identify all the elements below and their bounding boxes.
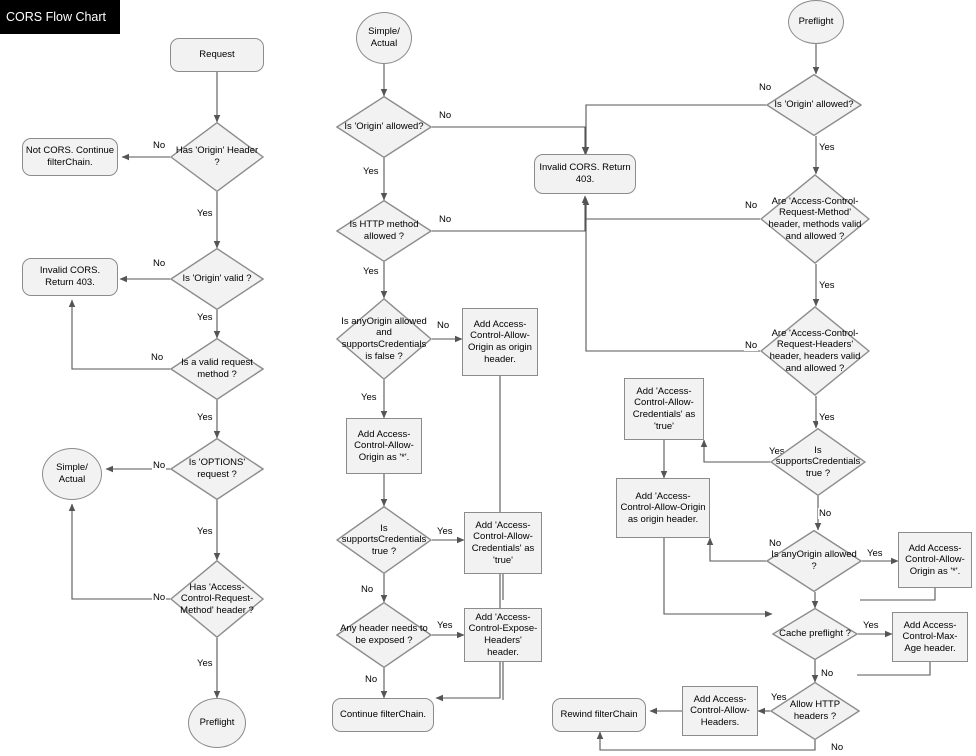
node-label: Simple/ Actual <box>56 462 88 485</box>
node-label: Is 'Origin' allowed? <box>344 121 424 133</box>
node-continue-filterchain[interactable] <box>332 698 434 732</box>
node-label: Is anyOrigin allowed and supportsCredentials is false ? <box>341 315 427 362</box>
node-label: Rewind filterChain <box>560 709 638 721</box>
node-label: Invalid CORS. Return 403. <box>539 162 631 185</box>
edge-label-no-31: No <box>821 668 834 679</box>
edge-label-yes-18: Yes <box>437 620 453 631</box>
edge-label-no-20: No <box>759 82 772 93</box>
edge-label-no-2: No <box>153 258 166 269</box>
edge-label-no-27: No <box>819 508 832 519</box>
edge-label-yes-21: Yes <box>819 142 835 153</box>
edge-label-no-33: No <box>831 742 844 753</box>
edge-label-no-19: No <box>365 674 378 685</box>
node-add-access-control-allow-headers[interactable] <box>682 686 758 736</box>
edge-label-yes-11: Yes <box>363 166 379 177</box>
node-label: Is anyOrigin allowed ? <box>771 549 857 572</box>
node-label: Is supportsCredentials true ? <box>775 444 861 479</box>
node-label: Add 'Access-Control-Expose-Headers' header. <box>468 611 538 658</box>
edge-label-no-12: No <box>439 214 452 225</box>
node-label: Is HTTP method allowed ? <box>349 219 419 242</box>
node-preflight[interactable] <box>188 698 246 748</box>
node-label: Add Access-Control-Allow-Origin as '*'. <box>905 542 965 577</box>
edge-label-yes-9: Yes <box>197 658 213 669</box>
edge-label-yes-16: Yes <box>437 526 453 537</box>
node-label: Allow HTTP headers ? <box>789 699 841 722</box>
edge-label-no-22: No <box>745 200 758 211</box>
node-label: Invalid CORS. Return 403. <box>39 265 101 288</box>
node-is-supportscredentials-true[interactable] <box>770 428 866 496</box>
node-add-access-control-allow-credentials-as-true[interactable] <box>464 512 542 574</box>
node-is-options-request[interactable] <box>170 438 264 500</box>
node-add-access-control-max-age-header[interactable] <box>892 612 968 662</box>
node-label: Preflight <box>798 16 834 28</box>
edge-label-yes-5: Yes <box>197 412 213 423</box>
edge-label-yes-15: Yes <box>361 392 377 403</box>
node-has-access-control-request-method-header[interactable] <box>170 560 264 638</box>
node-label: Preflight <box>199 717 235 729</box>
node-simple-actual[interactable] <box>42 448 102 500</box>
edge-label-yes-13: Yes <box>363 266 379 277</box>
node-label: Add 'Access-Control-Allow-Credentials' as 'true' <box>632 385 696 432</box>
node-label: Add Access-Control-Allow-Origin as '*'. <box>354 428 414 463</box>
node-label: Not CORS. Continue filterChain. <box>25 145 115 168</box>
node-simple-actual[interactable] <box>356 12 412 64</box>
node-label: Is supportsCredentials true ? <box>341 522 427 557</box>
edge-label-no-4: No <box>151 352 164 363</box>
node-add-access-control-expose-headers-header[interactable] <box>464 608 542 662</box>
edge-label-yes-26: Yes <box>769 446 785 457</box>
edge-label-yes-7: Yes <box>197 526 213 537</box>
chart-title <box>0 0 120 34</box>
node-label: Simple/ Actual <box>368 26 400 49</box>
node-label: Add Access-Control-Max-Age header. <box>902 619 958 654</box>
node-any-header-needs-to-be-exposed[interactable] <box>336 602 432 668</box>
edge-label-no-8: No <box>153 592 166 603</box>
node-allow-http-headers[interactable] <box>770 682 860 740</box>
node-label: Cache preflight ? <box>779 628 851 640</box>
edge-label-no-14: No <box>437 320 450 331</box>
edge-label-yes-23: Yes <box>819 280 835 291</box>
node-is-a-valid-request-method[interactable] <box>170 338 264 400</box>
node-label: Any header needs to be exposed ? <box>340 623 428 646</box>
chart-title-text: CORS Flow Chart <box>6 10 107 24</box>
node-preflight[interactable] <box>788 0 844 44</box>
node-label: Add 'Access-Control-Allow-Credentials' as 'true' <box>471 519 535 566</box>
node-is-supportscredentials-true[interactable] <box>336 506 432 574</box>
edge-label-no-6: No <box>153 460 166 471</box>
node-invalid-cors-return-403[interactable] <box>534 154 636 194</box>
edge-label-no-17: No <box>361 584 374 595</box>
edge-label-no-24: No <box>745 340 758 351</box>
node-add-access-control-allow-origin-as[interactable] <box>898 532 972 588</box>
node-label: Request <box>199 49 235 61</box>
node-not-cors-continue-filterchain[interactable] <box>22 138 118 176</box>
edge-label-no-10: No <box>439 110 452 121</box>
node-label: Is 'Origin' allowed? <box>774 99 854 111</box>
node-rewind-filterchain[interactable] <box>552 698 646 732</box>
node-are-access-control-request-method-header-methods[interactable] <box>760 174 870 264</box>
edge-label-no-28: No <box>769 538 782 549</box>
node-add-access-control-allow-credentials-as-true[interactable] <box>624 378 704 440</box>
node-label: Add Access-Control-Allow-Headers. <box>690 693 750 728</box>
node-label: Is 'Origin' valid ? <box>182 273 252 285</box>
edge-label-yes-3: Yes <box>197 312 213 323</box>
edge-label-yes-1: Yes <box>197 208 213 219</box>
node-is-http-method-allowed[interactable] <box>336 200 432 262</box>
node-label: Is a valid request method ? <box>181 357 253 380</box>
edge-label-yes-29: Yes <box>867 548 883 559</box>
node-request[interactable] <box>170 38 264 72</box>
node-is-anyorigin-allowed[interactable] <box>766 530 862 592</box>
edge-label-no-0: No <box>153 140 166 151</box>
edge-label-yes-30: Yes <box>863 620 879 631</box>
node-label: Has 'Origin' Header ? <box>175 145 259 168</box>
node-is-origin-allowed[interactable] <box>336 96 432 158</box>
node-add-access-control-allow-origin-as-origin-header[interactable] <box>462 308 538 376</box>
node-add-access-control-allow-origin-as-origin-header[interactable] <box>616 478 710 538</box>
node-label: Is 'OPTIONS' request ? <box>188 457 246 480</box>
node-is-anyorigin-allowed-and-supportscredentials-is-[interactable] <box>336 298 432 380</box>
node-label: Has 'Access-Control-Request-Method' header ? <box>180 581 254 616</box>
node-label: Add 'Access-Control-Allow-Origin as origin header. <box>620 490 706 525</box>
edge-label-yes-25: Yes <box>819 412 835 423</box>
node-label: Are 'Access-Control-Request-Headers' header, headers valid and allowed ? <box>769 327 861 374</box>
node-is-origin-valid[interactable] <box>170 248 264 310</box>
node-add-access-control-allow-origin-as[interactable] <box>346 418 422 474</box>
node-are-access-control-request-headers-header-header[interactable] <box>760 306 870 396</box>
node-is-origin-allowed[interactable] <box>766 74 862 136</box>
node-label: Are 'Access-Control-Request-Method' header, methods valid and allowed ? <box>768 195 862 242</box>
node-has-origin-header[interactable] <box>170 122 264 192</box>
node-label: Add Access-Control-Allow-Origin as origin header. <box>468 318 532 365</box>
edge-label-yes-32: Yes <box>771 692 787 703</box>
node-label: Continue filterChain. <box>339 709 427 721</box>
node-invalid-cors-return-403[interactable] <box>22 258 118 296</box>
node-cache-preflight[interactable] <box>772 608 858 660</box>
